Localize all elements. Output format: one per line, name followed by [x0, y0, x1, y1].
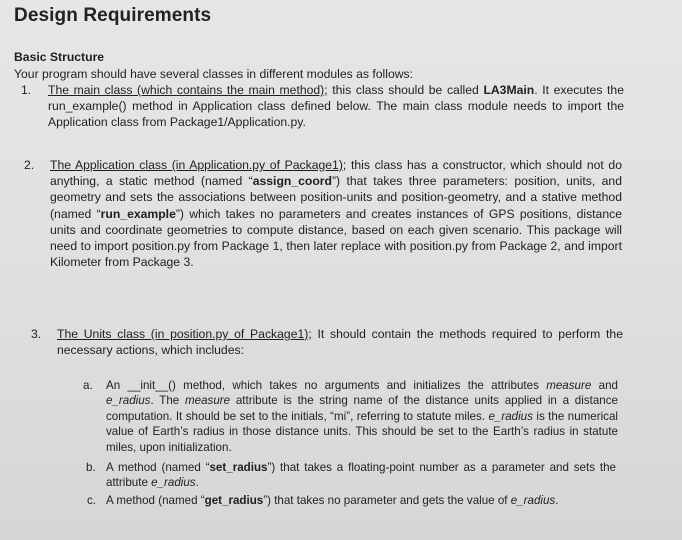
- subitem-init-method: [106, 378, 618, 455]
- subitem-text: An __init__() method, which takes no arguments and initializes the attributes: [106, 379, 547, 392]
- subitem-bold: set_radius: [209, 461, 268, 474]
- subitem-text: is the numerical value of Earth’s radius in those distance units. This should be set to the Earth’s radius in statute miles, upon initialization.: [106, 409, 618, 454]
- subitem-text: ”) that takes no parameter and gets the value of: [263, 494, 511, 507]
- item-text: . It executes the run_example() method in Application class defined below. The main class module needs to import the Application class from Package1/Application.py.: [48, 83, 624, 130]
- list-item-units-class: [57, 326, 623, 358]
- subitem-text: . The: [150, 394, 185, 408]
- item-number: 1.: [21, 83, 32, 97]
- section-heading: Basic Structure: [14, 50, 105, 64]
- item-number: 3.: [31, 327, 42, 341]
- subitem-text: .: [555, 494, 559, 507]
- subitem-italic: e_radius: [151, 476, 196, 490]
- subitem-text: A method (named “: [106, 461, 210, 474]
- subitem-letter: b.: [86, 461, 96, 474]
- subitem-text: ”) that takes a floating-point number as a parameter and sets the attribute: [106, 461, 616, 490]
- item-text: ”) that takes three parameters: position, units, and geometry and sets the associations between position-units and position-geometry, and a stative method (named “: [50, 174, 622, 221]
- item-bold: run_example: [100, 206, 176, 221]
- section-intro: Your program should have several classes in different modules as follows:: [14, 67, 414, 81]
- item-text: ; this class has a constructor, which should not do anything, a static method (named “: [50, 158, 622, 189]
- subitem-text: attribute is the string name of the distance units applied in a distance computation. It should be set to the initials, “mi”, referring to statute miles.: [106, 394, 618, 423]
- subitem-letter: c.: [87, 494, 97, 507]
- list-item-main-class: [48, 82, 624, 131]
- subitem-text: .: [195, 476, 199, 490]
- item-link: The Application class (in Application.py of Package1): [50, 158, 343, 172]
- subitem-text: and: [591, 379, 618, 392]
- item-text: ”) which takes no parameters and creates instances of GPS positions, distance units and coordinate geometries to compute distance, based on each given scenario. This package will need to import position.py from Package 1, then later replace with position.py from Package 2, and import Kilometer from Package 3.: [50, 206, 622, 270]
- subitem-text: A method (named “: [106, 494, 205, 507]
- item-text: ; this class should be called: [324, 83, 484, 97]
- subitem-get-radius: [106, 493, 626, 508]
- item-link: The main class (which contains the main method): [48, 83, 325, 97]
- item-number: 2.: [24, 158, 35, 172]
- item-bold: LA3Main: [483, 83, 535, 97]
- subitem-letter: a.: [83, 379, 93, 392]
- item-text: ; It should contain the methods required to perform the necessary actions, which includes:: [57, 327, 623, 358]
- subitem-italic: measure: [184, 394, 231, 408]
- subitem-bold: get_radius: [204, 494, 264, 507]
- item-link: The Units class (in position.py of Package1): [57, 327, 309, 341]
- page-title: Design Requirements: [14, 5, 212, 26]
- subitem-italic: measure: [546, 379, 592, 392]
- subitem-italic: e_radius: [510, 494, 556, 507]
- subitem-italic: e_radius: [488, 409, 533, 423]
- subitem-italic: e_radius: [106, 394, 151, 408]
- list-item-application-class: [50, 157, 622, 270]
- subitem-set-radius: [106, 460, 616, 491]
- item-bold: assign_coord: [252, 174, 332, 189]
